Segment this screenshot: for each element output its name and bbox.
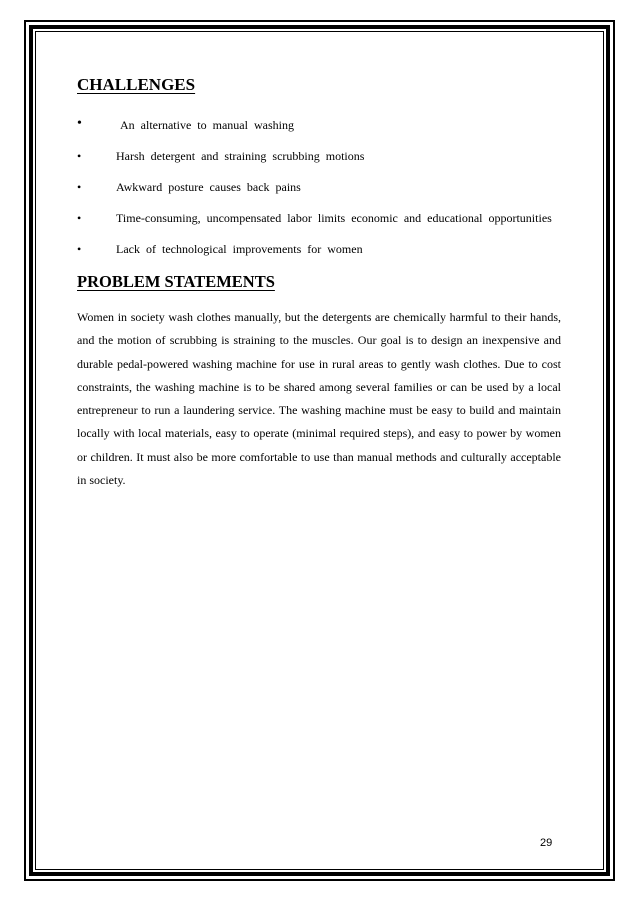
bullet-icon: • [77, 116, 82, 131]
challenge-text: Time-consuming, uncompensated labor limits economic and educational opportunities [116, 211, 552, 225]
bullet-icon: • [77, 242, 82, 256]
problem-statement-paragraph: Women in society wash clothes manually, but the detergents are chemically harmful to their hands, and the motion of scrubbing is straining to the muscles. Our goal is to design an inexpensive and durable pedal-powered washing machine for use in rural areas to gently wash clothes. Due to cost constraints, the washing machine is to be shared among several families or can be used by a local entrepreneur to run a laundering service. The washing machine must be easy to build and maintain locally with local materials, easy to operate (minimal required steps), and easy to power by women or children. It must also be more comfortable to use than manual methods and culturally acceptable in society. [77, 310, 561, 488]
problem-statements-heading: PROBLEM STATEMENTS [77, 272, 275, 291]
bullet-icon: • [77, 149, 82, 163]
challenge-text: Lack of technological improvements for women [116, 242, 363, 256]
page-number: 29 [540, 837, 553, 849]
challenge-text: Awkward posture causes back pains [116, 180, 301, 194]
challenges-heading: CHALLENGES [77, 75, 196, 94]
bullet-icon: • [77, 211, 82, 225]
challenge-text: Harsh detergent and straining scrubbing motions [116, 149, 365, 163]
challenge-text: An alternative to manual washing [120, 118, 294, 132]
bullet-icon: • [77, 180, 82, 194]
